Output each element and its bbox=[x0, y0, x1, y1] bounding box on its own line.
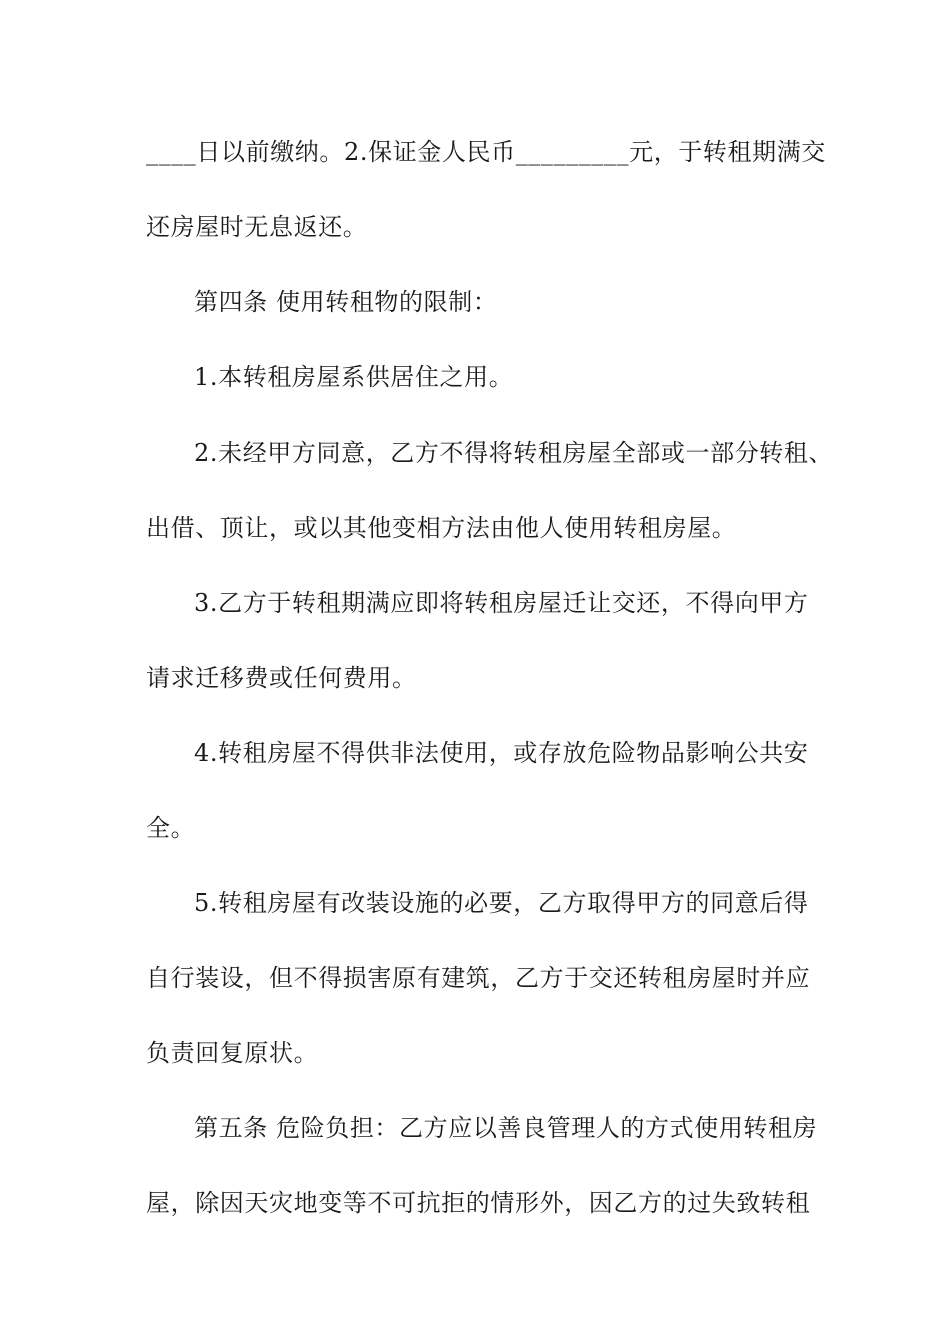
list-item: 1.本转租房屋系供居住之用。 bbox=[194, 363, 514, 391]
text-line: 自行装设，但不得损害原有建筑，乙方于交还转租房屋时并应 bbox=[146, 964, 811, 992]
list-item: 5.转租房屋有改装设施的必要，乙方取得甲方的同意后得 bbox=[194, 889, 809, 917]
list-item: 3.乙方于转租期满应即将转租房屋迁让交还，不得向甲方 bbox=[194, 589, 809, 617]
text-line: 出借、顶让，或以其他变相方法由他人使用转租房屋。 bbox=[146, 514, 737, 542]
text-line: 负责回复原状。 bbox=[146, 1039, 319, 1067]
list-item: 4.转租房屋不得供非法使用，或存放危险物品影响公共安 bbox=[194, 739, 809, 767]
article-heading: 第五条 危险负担：乙方应以善良管理人的方式使用转租房 bbox=[194, 1114, 818, 1142]
text-line: ____日以前缴纳。2.保证金人民币_________元，于转租期满交 bbox=[146, 138, 826, 166]
text-line: 全。 bbox=[146, 814, 196, 842]
text-line: 屋，除因天灾地变等不可抗拒的情形外，因乙方的过失致转租 bbox=[146, 1189, 811, 1217]
text-line: 还房屋时无息返还。 bbox=[146, 213, 368, 241]
article-heading: 第四条 使用转租物的限制： bbox=[194, 288, 498, 316]
text-line: 请求迁移费或任何费用。 bbox=[146, 664, 417, 692]
list-item: 2.未经甲方同意，乙方不得将转租房屋全部或一部分转租、 bbox=[194, 439, 834, 467]
